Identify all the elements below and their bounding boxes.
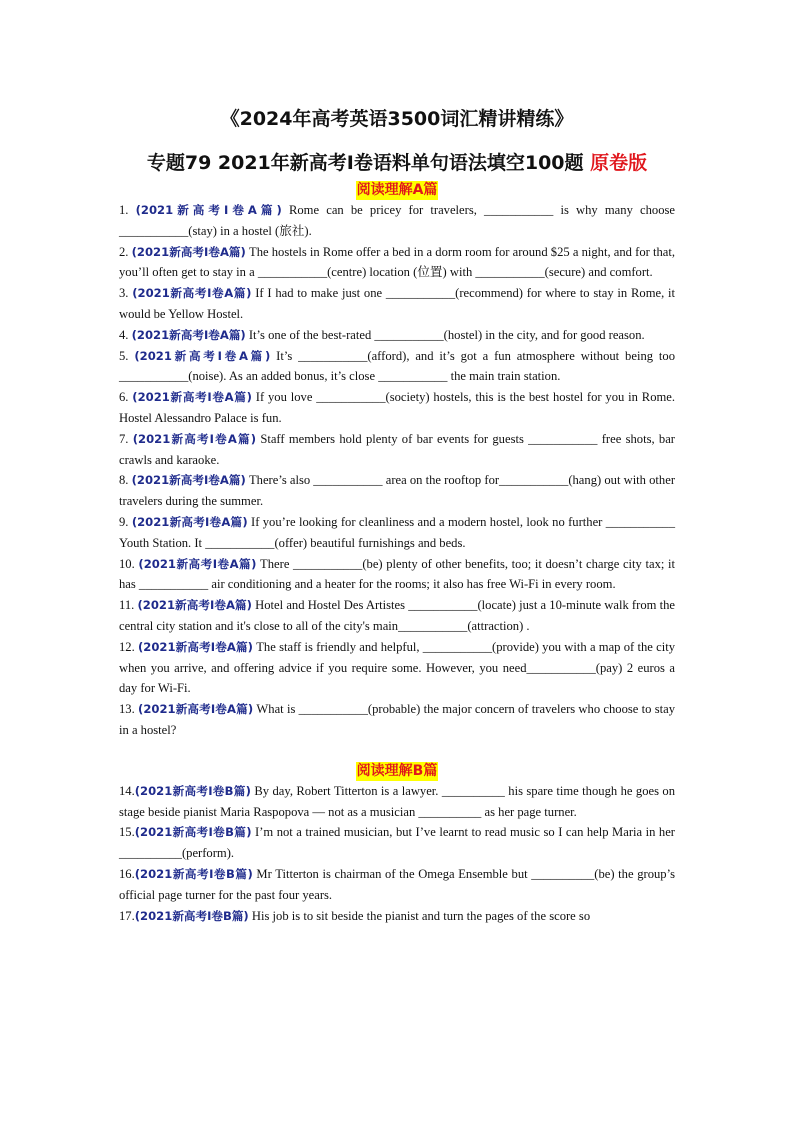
question-number: 4. <box>119 327 132 342</box>
question-number: 7. <box>119 431 133 446</box>
source-tag: (2021新高考I卷A篇) <box>137 598 252 613</box>
question-item <box>119 699 675 741</box>
question-number: 10. <box>119 556 139 571</box>
question-number: 2. <box>119 244 132 259</box>
edition-label: 原卷版 <box>590 152 648 174</box>
question-text: If you love ___________(society) hostels, this is the best hostel for you in Rome. Hostel Alessandro Palace is fun. <box>119 390 676 425</box>
question-item <box>119 512 675 554</box>
question-number: 5. <box>119 348 135 363</box>
source-tag: (2021新高考I卷A篇) <box>132 286 252 301</box>
question-number: 14. <box>119 783 135 798</box>
question-text: It’s one of the best-rated ___________(hostel) in the city, and for good reason. <box>245 327 645 342</box>
source-tag: (2021新高考I卷A篇) <box>138 702 254 717</box>
source-tag: (2021新高考I卷A篇) <box>138 556 257 571</box>
source-tag: (2021新高考I卷A篇) <box>134 348 271 363</box>
question-text: I’m not a trained musician, but I’ve learnt to read music so I can help Maria in her __________(perform). <box>119 825 675 861</box>
source-tag: (2021新高考I卷A篇) <box>131 244 246 259</box>
document-title: 《2024年高考英语3500词汇精讲精练》 <box>220 108 574 130</box>
question-text: Staff members hold plenty of bar events for guests ___________ free shots, bar crawls and karaoke. <box>119 431 675 467</box>
question-text: If I had to make just one ___________(recommend) for where to stay in Rome, it would be Yellow Hostel. <box>119 286 676 321</box>
question-text: There ___________(be) plenty of other benefits, too; it doesn’t charge city tax; it has ___________ air conditioning and a heater for the rooms; it also has free Wi-Fi in every room. <box>119 556 675 592</box>
subtitle-text: 专题79 2021年新高考I卷语料单句语法填空100题 <box>146 152 584 174</box>
question-text: The hostels in Rome offer a bed in a dorm room for around $25 a night, and for that, you’ll often get to stay in a ___________(centre) location (位置) with ___________(secure) and comfort. <box>119 244 675 280</box>
question-item <box>119 595 675 637</box>
question-text: Rome can be pricey for travelers, ___________ is why many choose ___________(stay) in a hostel (旅社). <box>119 203 675 238</box>
question-item <box>119 906 675 927</box>
section-b-questions <box>119 781 675 927</box>
question-number: 15. <box>119 825 135 840</box>
source-tag: (2021新高考I卷B篇) <box>134 908 249 923</box>
question-number: 13. <box>119 702 139 717</box>
section-a-questions <box>119 200 675 741</box>
source-tag: (2021新高考I卷B篇) <box>134 825 252 840</box>
question-number: 12. <box>119 639 138 654</box>
question-item <box>119 242 675 284</box>
question-text: His job is to sit beside the pianist and turn the pages of the score so <box>248 908 591 923</box>
question-item <box>119 554 675 596</box>
question-number: 1. <box>119 203 136 217</box>
source-tag: (2021新高考I卷A篇) <box>132 431 257 446</box>
question-number: 9. <box>119 514 132 529</box>
section-heading-a: 阅读理解A篇 <box>356 182 438 198</box>
question-text: The staff is friendly and helpful, ___________(provide) you with a map of the city when you arrive, and offering advice if you require some. However, you need___________(pay) 2 euros a day for Wi-Fi. <box>119 639 676 696</box>
source-tag: (2021新高考I卷B篇) <box>134 866 253 881</box>
question-content <box>119 180 675 926</box>
question-item <box>119 637 675 699</box>
question-number: 16. <box>119 866 135 881</box>
section-heading-b: 阅读理解B篇 <box>356 762 438 779</box>
question-item <box>119 283 675 325</box>
question-item <box>119 200 675 242</box>
question-text: Hotel and Hostel Des Artistes ___________(locate) just a 10-minute walk from the central city station and it's close to all of the city's main___________(attraction) . <box>119 598 675 633</box>
question-number: 17. <box>119 908 135 923</box>
question-number: 6. <box>119 390 133 405</box>
question-number: 3. <box>119 286 133 301</box>
source-tag: (2021新高考I卷B篇) <box>134 783 251 798</box>
question-number: 11. <box>119 598 138 613</box>
question-item <box>119 781 675 823</box>
question-item <box>119 346 675 388</box>
source-tag: (2021新高考I卷A篇) <box>135 203 282 217</box>
question-text: By day, Robert Titterton is a lawyer. __________ his spare time though he goes on stage beside pianist Maria Raspopova — not as a musician __________ as her page turner. <box>119 783 675 819</box>
question-item <box>119 387 675 429</box>
question-text: What is ___________(probable) the major concern of travelers who choose to stay in a hostel? <box>119 702 675 737</box>
question-text: It’s ___________(afford), and it’s got a fun atmosphere without being too ___________(noise). As an added bonus, it’s close ___________ the main train station. <box>119 348 676 384</box>
question-number: 8. <box>119 473 132 488</box>
source-tag: (2021新高考I卷A篇) <box>132 390 252 405</box>
question-item <box>119 470 675 512</box>
question-item <box>119 325 675 346</box>
question-item <box>119 429 675 471</box>
document-subtitle <box>0 148 794 175</box>
source-tag: (2021新高考I卷A篇) <box>131 327 246 342</box>
source-tag: (2021新高考I卷A篇) <box>138 639 253 654</box>
question-item <box>119 822 675 864</box>
question-text: If you’re looking for cleanliness and a modern hostel, look no further ___________ Youth Station. It ___________(offer) beautiful furnishings and beds. <box>119 514 676 550</box>
question-item <box>119 864 675 906</box>
question-text: Mr Titterton is chairman of the Omega Ensemble but __________(be) the group’s official page turner for the past four years. <box>119 866 675 902</box>
section-spacer <box>119 741 675 761</box>
question-text: There’s also ___________ area on the rooftop for___________(hang) out with other travelers during the summer. <box>119 473 676 509</box>
source-tag: (2021新高考I卷A篇) <box>131 514 248 529</box>
source-tag: (2021新高考I卷A篇) <box>131 473 246 488</box>
